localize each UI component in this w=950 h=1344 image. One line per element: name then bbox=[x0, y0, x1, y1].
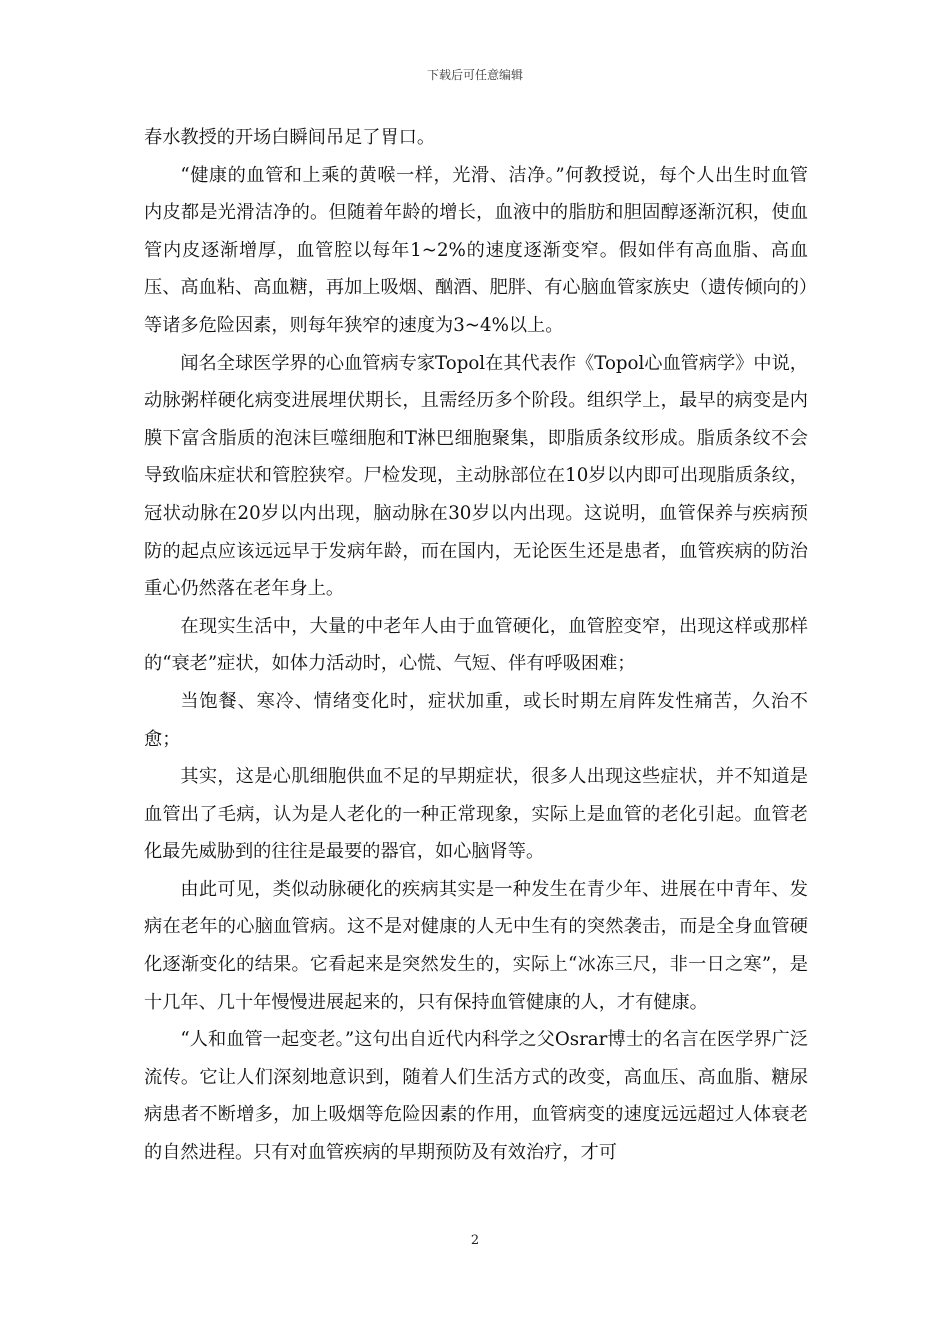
paragraph-2: “健康的血管和上乘的黄喉一样，光滑、洁净。”何教授说，每个人出生时血管内皮都是光滑洁净的。但随着年龄的增长，血液中的脂肪和胆固醇逐渐沉积，使血管内皮逐渐增厚，血管腔以每年1~2%的速度逐渐变窄。假如伴有高血脂、高血压、高血粘、高血糖，再加上吸烟、酗酒、肥胖、有心脑血管家族史（遗传倾向的）等诸多危险因素，则每年狭窄的速度为3~4%以上。 bbox=[144, 164, 808, 336]
paragraph-7: 由此可见，类似动脉硬化的疾病其实是一种发生在青少年、进展在中青年、发病在老年的心脑血管病。这不是对健康的人无中生有的突然袭击，而是全身血管硬化逐渐变化的结果。它看起来是突然发生的，实际上“冰冻三尺，非一日之寒”，是十几年、几十年慢慢进展起来的，只有保持血管健康的人，才有健康。 bbox=[144, 878, 808, 1013]
page-header: 下载后可任意编辑 bbox=[426, 68, 523, 82]
page-number: 2 bbox=[470, 1233, 480, 1248]
paragraph-3: 闻名全球医学界的心血管病专家Topol在其代表作《Topol心血管病学》中说，动脉粥样硬化病变进展埋伏期长，且需经历多个阶段。组织学上，最早的病变是内膜下富含脂质的泡沫巨噬细胞和T淋巴细胞聚集，即脂质条纹形成。脂质条纹不会导致临床症状和管腔狭窄。尸检发现，主动脉部位在10岁以内即可出现脂质条纹，冠状动脉在20岁以内出现，脑动脉在30岁以内出现。这说明，血管保养与疾病预防的起点应该远远早于发病年龄，而在国内，无论医生还是患者，血管疾病的防治重心仍然落在老年身上。 bbox=[144, 352, 808, 600]
document-body bbox=[144, 119, 808, 1172]
paragraph-5: 当饱餐、寒冷、情绪变化时，症状加重，或长时期左肩阵发性痛苦，久治不愈； bbox=[144, 690, 808, 750]
paragraph-8: “人和血管一起变老。”这句出自近代内科学之父Osrar博士的名言在医学界广泛流传。它让人们深刻地意识到，随着人们生活方式的改变，高血压、高血脂、糖尿病患者不断增多，加上吸烟等危险因素的作用，血管病变的速度远远超过人体衰老的自然进程。只有对血管疾病的早期预防及有效治疗，才可 bbox=[144, 1029, 808, 1164]
paragraph-1: 春水教授的开场白瞬间吊足了胃口。 bbox=[144, 127, 436, 148]
paragraph-4: 在现实生活中，大量的中老年人由于血管硬化，血管腔变窄，出现这样或那样的“衰老”症状，如体力活动时，心慌、气短、伴有呼吸困难； bbox=[144, 615, 808, 675]
paragraph-6: 其实，这是心肌细胞供血不足的早期症状，很多人出现这些症状，并不知道是血管出了毛病，认为是人老化的一种正常现象，实际上是血管的老化引起。血管老化最先威胁到的往往是最要的器官，如心脑肾等。 bbox=[144, 766, 808, 863]
